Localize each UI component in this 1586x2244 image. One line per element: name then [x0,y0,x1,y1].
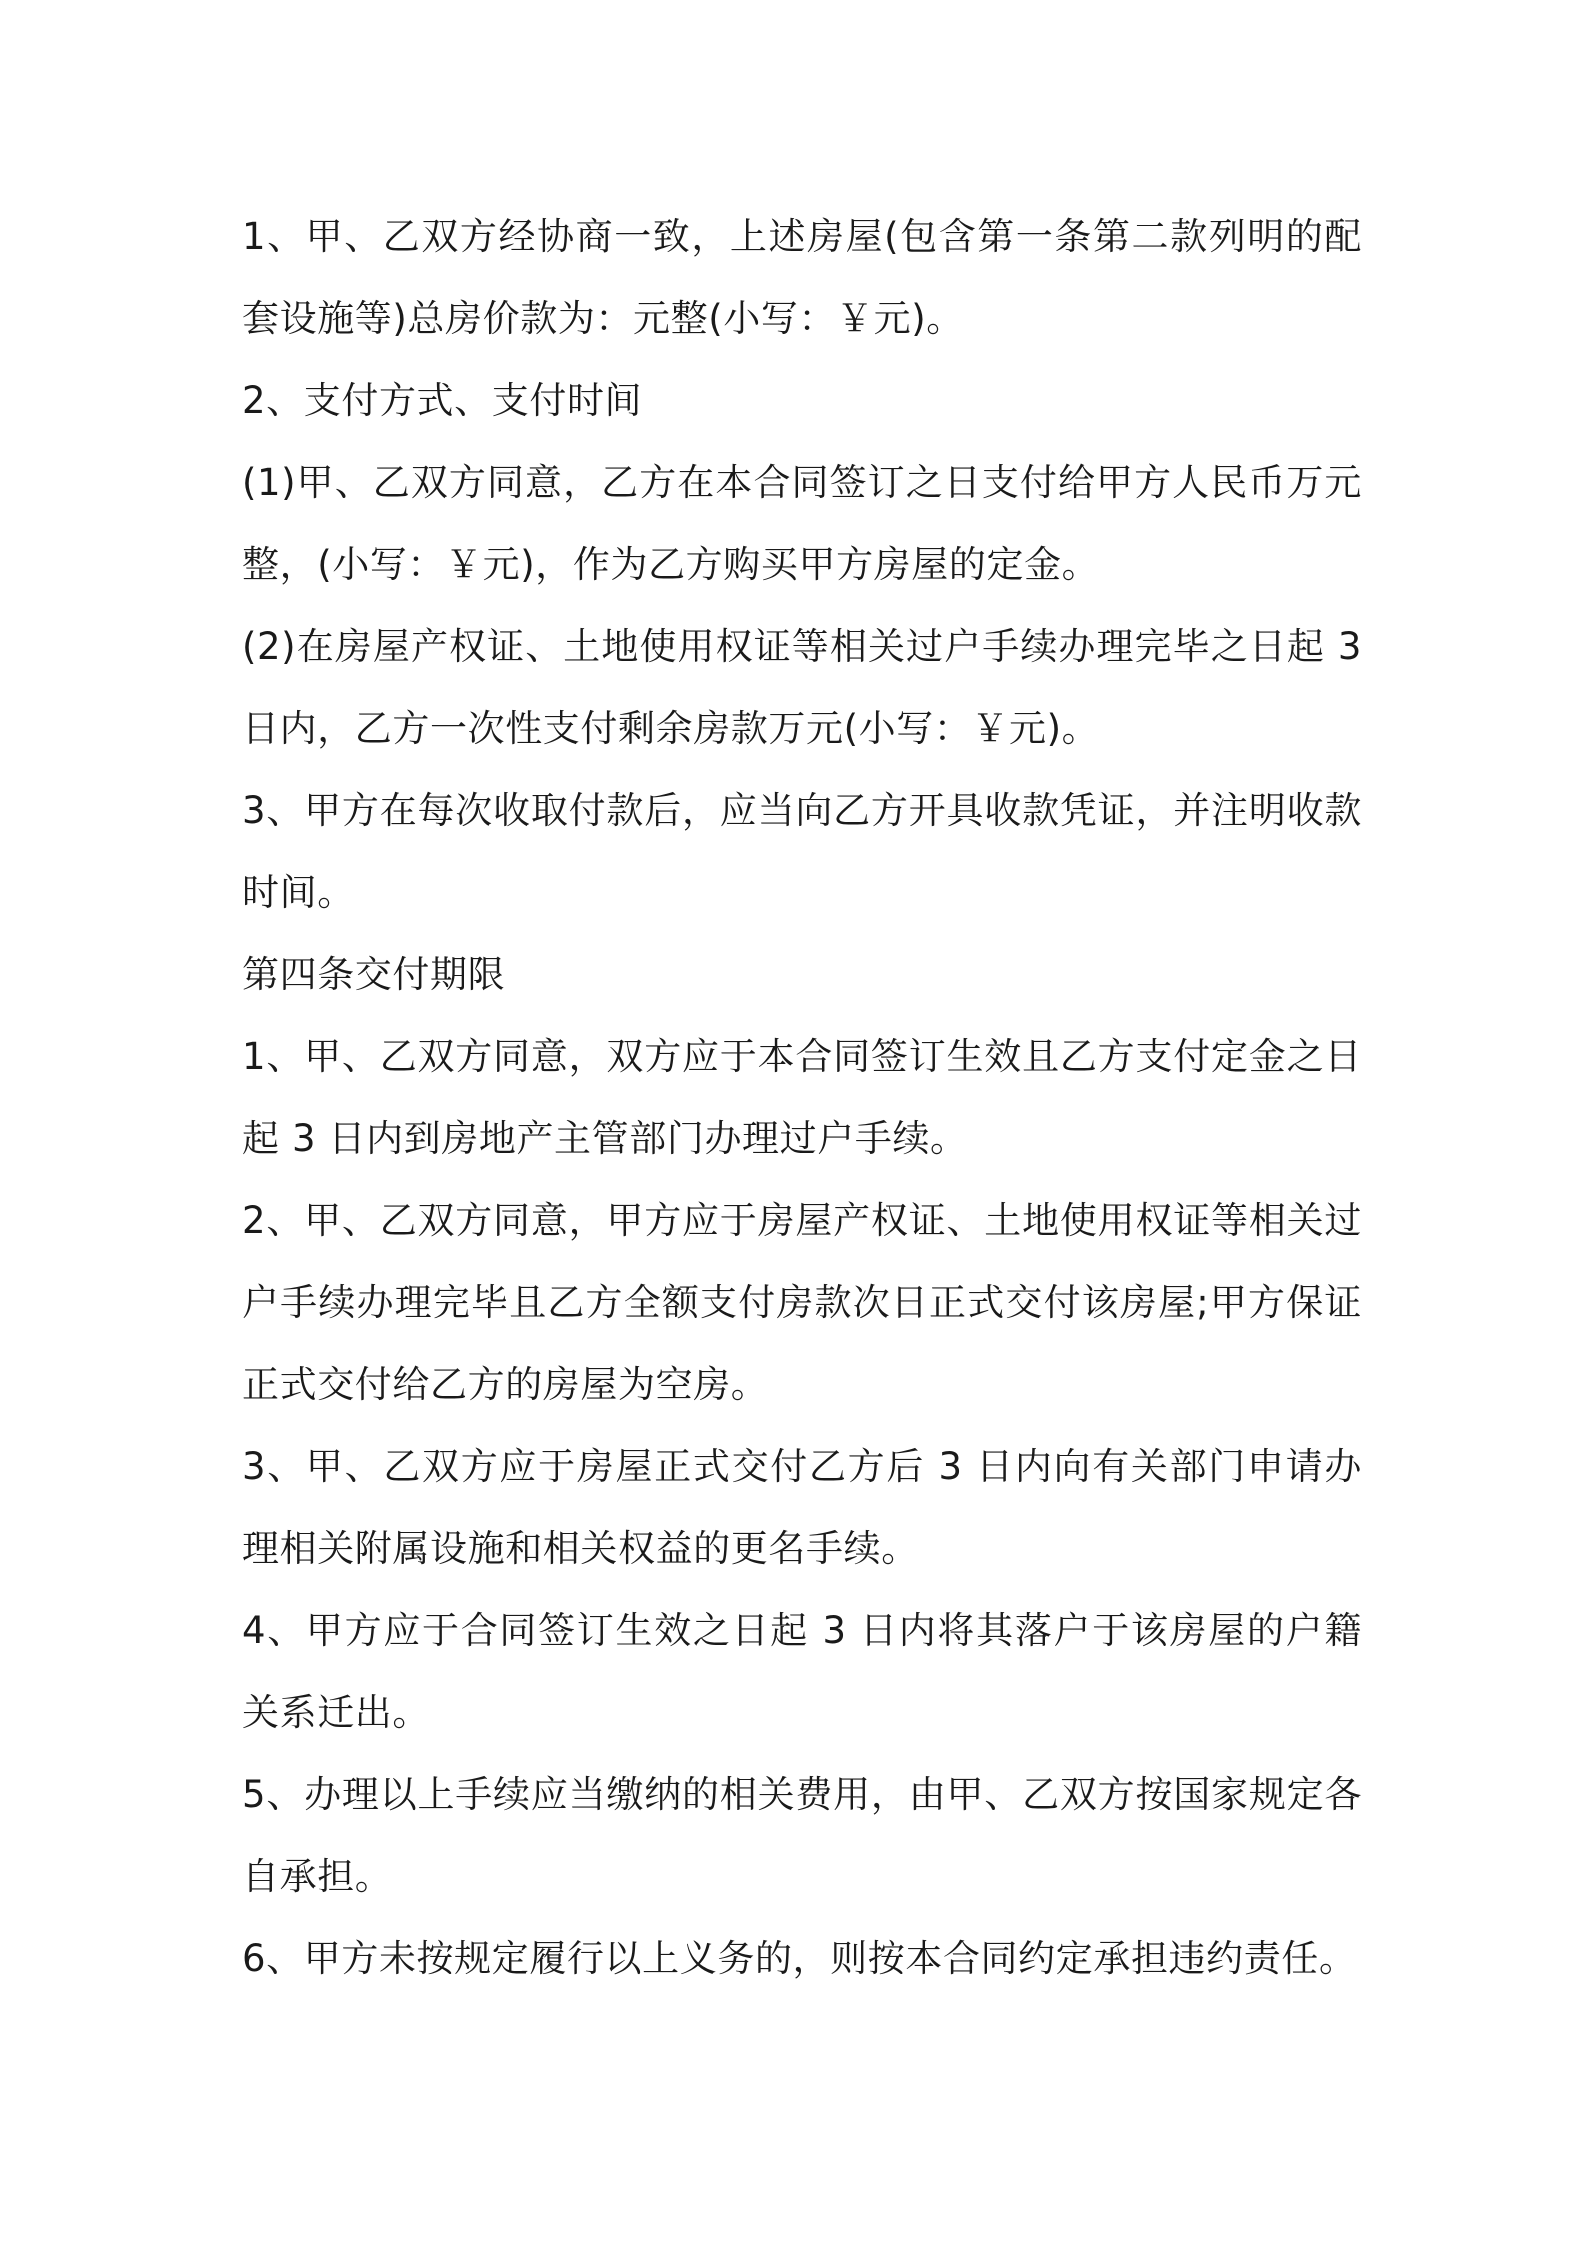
paragraph-payment-heading: 2、支付方式、支付时间 [242,379,643,422]
contract-text [242,196,1362,2000]
paragraph-transfer-procedure: 1、甲、乙双方同意，双方应于本合同签订生效且乙方支付定金之日起 3 日内到房地产主管部门办理过户手续。 [242,1035,1362,1160]
paragraph-deposit: (1)甲、乙双方同意，乙方在本合同签订之日支付给甲方人民币万元整，(小写：￥元)，作为乙方购买甲方房屋的定金。 [242,461,1362,586]
paragraph-name-change: 3、甲、乙双方应于房屋正式交付乙方后 3 日内向有关部门申请办理相关附属设施和相关权益的更名手续。 [242,1445,1362,1570]
paragraph-delivery: 2、甲、乙双方同意，甲方应于房屋产权证、土地使用权证等相关过户手续办理完毕且乙方全额支付房款次日正式交付该房屋;甲方保证正式交付给乙方的房屋为空房。 [242,1199,1362,1406]
section-heading-delivery: 第四条交付期限 [242,953,506,996]
paragraph-breach: 6、甲方未按规定履行以上义务的，则按本合同约定承担违约责任。 [242,1937,1357,1980]
paragraph-receipt: 3、甲方在每次收取付款后，应当向乙方开具收款凭证，并注明收款时间。 [242,789,1362,914]
paragraph-balance-payment: (2)在房屋产权证、土地使用权证等相关过户手续办理完毕之日起 3 日内，乙方一次性支付剩余房款万元(小写：￥元)。 [242,625,1362,750]
paragraph-household-registration: 4、甲方应于合同签订生效之日起 3 日内将其落户于该房屋的户籍关系迁出。 [242,1609,1362,1734]
paragraph-fees: 5、办理以上手续应当缴纳的相关费用，由甲、乙双方按国家规定各自承担。 [242,1773,1362,1898]
paragraph-total-price: 1、甲、乙双方经协商一致，上述房屋(包含第一条第二款列明的配套设施等)总房价款为：元整(小写：￥元)。 [242,215,1362,340]
